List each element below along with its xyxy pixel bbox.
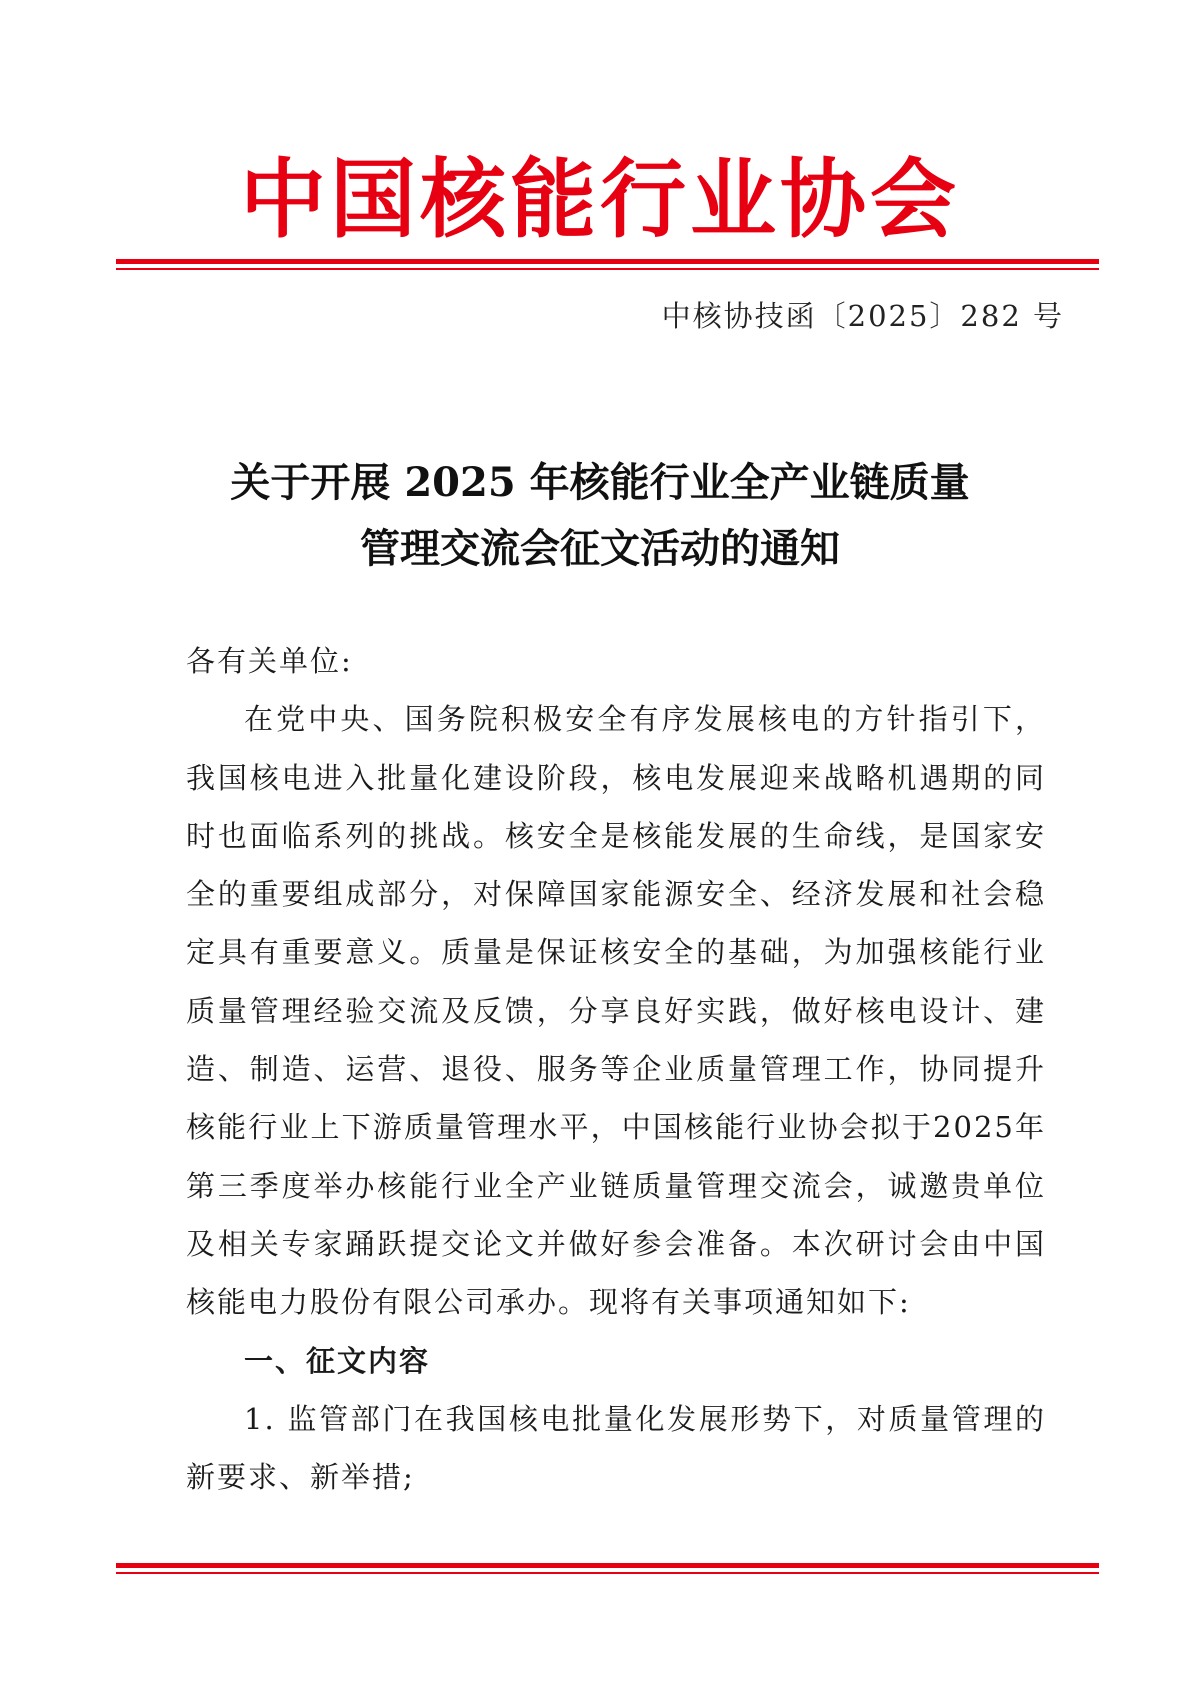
document-title: [0, 450, 1200, 582]
document-title-line-2: 管理交流会征文活动的通知: [360, 525, 840, 572]
document-number: 中核协技函〔2025〕282 号: [661, 299, 1064, 333]
list-item-1: 1. 监管部门在我国核电批量化发展形势下，对质量管理的新要求、新举措;: [186, 1401, 1046, 1495]
header-rule-thick-line: [116, 259, 1099, 264]
header-rule-thin-line: [116, 268, 1099, 270]
salutation: 各有关单位:: [186, 644, 353, 678]
footer-red-rule: [116, 1563, 1099, 1574]
section-heading-1: 一、征文内容: [244, 1343, 431, 1378]
document-body: [186, 632, 1046, 1506]
intro-paragraph: 在党中央、国务院积极安全有序发展核电的方针指引下，我国核电进入批量化建设阶段，核电发展迎来战略机遇期的同时也面临系列的挑战。核安全是核能发展的生命线，是国家安全的重要组成部分，对保障国家能源安全、经济发展和社会稳定具有重要意义。质量是保证核安全的基础，为加强核能行业质量管理经验交流及反馈，分享良好实践，做好核电设计、建造、制造、运营、退役、服务等企业质量管理工作，协同提升核能行业上下游质量管理水平，中国核能行业协会拟于2025年第三季度举办核能行业全产业链质量管理交流会，诚邀贵单位及相关专家踊跃提交论文并做好参会准备。本次研讨会由中国核能电力股份有限公司承办。现将有关事项通知如下:: [186, 702, 1046, 1320]
document-title-line-1: 关于开展 2025 年核能行业全产业链质量: [230, 459, 970, 506]
footer-rule-thin-line: [116, 1572, 1099, 1574]
footer-rule-thick-line: [116, 1563, 1099, 1568]
org-name-heading: 中国核能行业协会: [240, 149, 960, 250]
header-red-rule: [116, 259, 1099, 270]
